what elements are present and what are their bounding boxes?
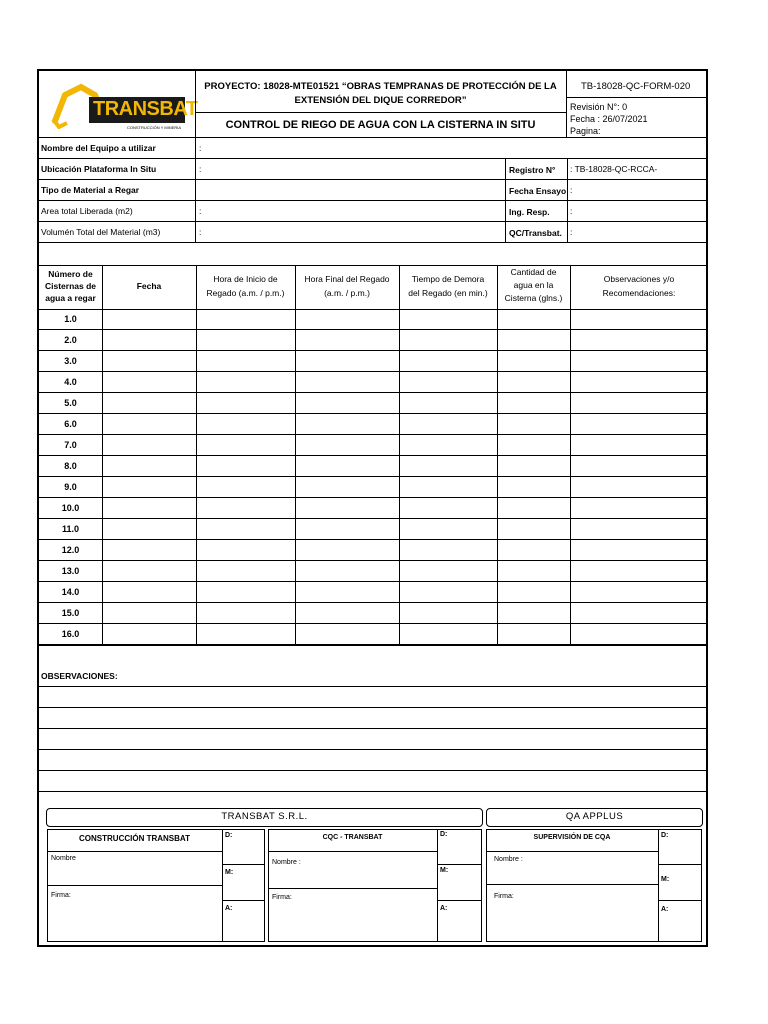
equipo-label: Nombre del Equipo a utilizar <box>41 143 156 153</box>
table-row[interactable] <box>39 435 708 456</box>
qc-value[interactable]: : <box>570 227 573 237</box>
tipo-label: Tipo de Material a Regar <box>41 185 140 195</box>
cqc-signature-block[interactable] <box>268 829 482 942</box>
form-code: TB-18028-QC-FORM-020 <box>581 81 691 92</box>
cisterna-number: 7.0 <box>64 440 77 450</box>
table-row[interactable] <box>39 582 708 603</box>
table-row[interactable] <box>39 372 708 393</box>
table-row[interactable] <box>39 561 708 582</box>
header-final-2: (a.m. / p.m.) <box>324 288 370 298</box>
header-demora-2: del Regado (en min.) <box>408 288 488 298</box>
cqc-nombre: Nombre : <box>272 859 301 866</box>
table-row[interactable] <box>39 414 708 435</box>
qc-label: QC/Transbat. <box>509 228 562 238</box>
header-inicio-2: Regado (a.m. / p.m.) <box>206 288 285 298</box>
table-row[interactable] <box>39 351 708 372</box>
project-line-1: PROYECTO: 18028-MTE01521 “OBRAS TEMPRANAS DE PROTECCIÓN DE LA <box>204 81 557 92</box>
table-row[interactable] <box>39 393 708 414</box>
page-number: Pagina: <box>570 126 601 136</box>
ing-resp-label: Ing. Resp. <box>509 207 550 217</box>
table-row[interactable] <box>39 603 708 624</box>
header-cantidad-3: Cisterna (glns.) <box>504 293 563 303</box>
table-row[interactable] <box>39 519 708 540</box>
header-demora-1: Tiempo de Demora <box>411 274 485 284</box>
cisterna-number: 13.0 <box>61 566 80 576</box>
header-cantidad-1: Cantidad de <box>510 267 557 277</box>
area-label: Area total Liberada (m2) <box>41 206 133 216</box>
supervision-m: M: <box>661 876 670 883</box>
revision: Revisión N°: 0 <box>570 102 628 112</box>
cisterna-number: 15.0 <box>61 608 80 618</box>
registro-value[interactable]: : TB-18028-QC-RCCA- <box>570 164 658 174</box>
cisterna-number: 16.0 <box>61 629 80 639</box>
cisterna-number: 12.0 <box>61 545 80 555</box>
table-row[interactable] <box>39 330 708 351</box>
logo-text: TRANSBAT <box>93 98 198 120</box>
supervision-title: SUPERVISIÓN DE CQA <box>533 834 611 841</box>
cqc-title: CQC - TRANSBAT <box>322 834 383 841</box>
cqc-firma: Firma: <box>272 894 292 901</box>
supervision-d: D: <box>661 832 669 839</box>
form-title: CONTROL DE RIEGO DE AGUA CON LA CISTERNA IN SITU <box>225 119 536 131</box>
header-numero-2: Cisternas de <box>44 281 97 291</box>
cisterna-number: 9.0 <box>64 482 77 492</box>
header-numero-3: agua a regar <box>45 293 96 303</box>
cisterna-number: 14.0 <box>61 587 80 597</box>
fecha-ensayo-value[interactable]: : <box>570 185 573 195</box>
header-inicio-1: Hora de Inicio de <box>213 274 278 284</box>
table-row[interactable] <box>39 498 708 519</box>
header-obs-2: Recomendaciones: <box>602 288 676 298</box>
table-row[interactable] <box>39 624 708 645</box>
data-table <box>39 265 708 645</box>
fecha-ensayo-label: Fecha Ensayo <box>509 186 567 196</box>
construccion-nombre: Nombre <box>51 855 76 862</box>
qa-applus-label: QA APPLUS <box>565 811 624 822</box>
registro-label: Registro N° <box>509 165 556 175</box>
construccion-m: M: <box>225 869 234 876</box>
cqc-m: M: <box>440 867 449 874</box>
volumen-value[interactable]: : <box>199 227 202 237</box>
logo-subtext: CONSTRUCCIÓN Y MINERIA <box>127 125 182 130</box>
area-value[interactable]: : <box>199 206 202 216</box>
cisterna-number: 8.0 <box>64 461 77 471</box>
header-fecha: Fecha <box>136 281 162 291</box>
cisterna-number: 3.0 <box>64 356 77 366</box>
ubicacion-value[interactable]: : <box>199 164 202 174</box>
cisterna-number: 4.0 <box>64 377 77 387</box>
cisterna-number: 2.0 <box>64 335 77 345</box>
cisterna-number: 1.0 <box>64 314 77 324</box>
table-row[interactable] <box>39 456 708 477</box>
equipo-value[interactable]: : <box>199 143 202 153</box>
supervision-nombre: Nombre : <box>494 856 523 863</box>
construccion-d: D: <box>225 832 233 839</box>
supervision-firma: Firma: <box>494 893 514 900</box>
volumen-label: Volumén Total del Material (m3) <box>41 227 161 237</box>
header-numero-1: Número de <box>48 269 93 279</box>
ing-resp-value[interactable]: : <box>570 206 573 216</box>
logo <box>51 81 198 130</box>
table-row[interactable] <box>39 477 708 498</box>
header-final-1: Hora Final del Regado <box>304 274 390 284</box>
cqc-a: A: <box>440 905 448 912</box>
project-line-2: EXTENSIÓN DEL DIQUE CORREDOR” <box>294 95 467 106</box>
construccion-firma: Firma: <box>51 892 71 899</box>
form-date: Fecha : 26/07/2021 <box>570 114 648 124</box>
cisterna-number: 5.0 <box>64 398 77 408</box>
construccion-a: A: <box>225 905 233 912</box>
table-row[interactable] <box>39 540 708 561</box>
ubicacion-label: Ubicación Plataforma In Situ <box>41 164 157 174</box>
cqc-d: D: <box>440 831 448 838</box>
cisterna-number: 10.0 <box>61 503 80 513</box>
observaciones-label: OBSERVACIONES: <box>41 671 118 681</box>
cisterna-number: 11.0 <box>61 524 80 534</box>
construccion-title: CONSTRUCCIÓN TRANSBAT <box>79 834 190 843</box>
form-sheet <box>37 69 708 947</box>
supervision-signature-block[interactable] <box>486 829 702 942</box>
supervision-a: A: <box>661 906 669 913</box>
header-cantidad-2: agua en la <box>513 280 554 290</box>
header-obs-1: Observaciones y/o <box>603 274 675 284</box>
table-row[interactable] <box>39 309 708 330</box>
transbat-srl-label: TRANSBAT S.R.L. <box>221 811 308 822</box>
cisterna-number: 6.0 <box>64 419 77 429</box>
